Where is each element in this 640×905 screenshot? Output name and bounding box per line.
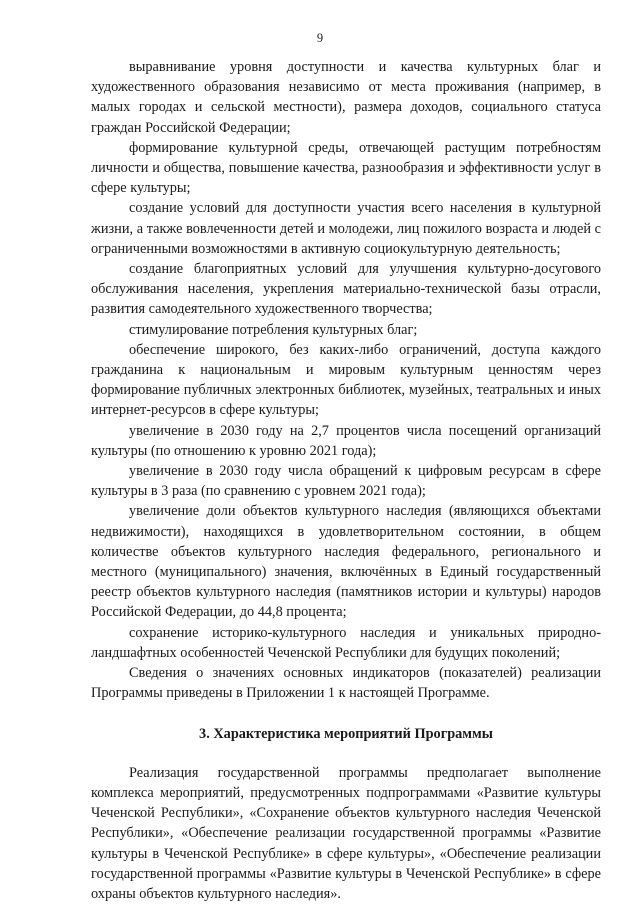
paragraph: увеличение в 2030 году числа обращений к цифровым ресурсам в сфере культуры в 3 раза (по сравнению с уровнем 2021 года); bbox=[91, 463, 601, 500]
paragraph: увеличение доли объектов культурного наследия (являющихся объектами недвижимости), находящихся в удовлетворительном состоянии, в общем количестве объектов культурного наследия федерального, регионального и местного (муниципального) значения, включённых в Единый государственный реестр объектов культурного наследия (памятников истории и культуры) народов Российской Федерации, до 44,8 процента; bbox=[91, 503, 601, 621]
paragraph: стимулирование потребления культурных благ; bbox=[129, 321, 418, 338]
section-heading: 3. Характеристика мероприятий Программы bbox=[199, 725, 493, 742]
paragraph: обеспечение широкого, без каких-либо ограничений, доступа каждого гражданина к национальным и мировым культурным ценностям через формирование публичных электронных библиотек, музейных, театральных и иных интернет-ресурсов в сфере культуры; bbox=[91, 341, 601, 419]
body-text bbox=[91, 57, 601, 904]
paragraph: создание условий для доступности участия всего населения в культурной жизни, а также вовлеченности детей и молодежи, лиц пожилого возраста и людей с ограниченными возможностями в активную социокультурную деятельность; bbox=[91, 200, 601, 257]
page-number: 9 bbox=[316, 31, 324, 45]
paragraph: Сведения о значениях основных индикаторов (показателей) реализации Программы приведены в Приложении 1 к настоящей Программе. bbox=[91, 665, 601, 702]
paragraph: Реализация государственной программы предполагает выполнение комплекса мероприятий, предусмотренных подпрограммами «Развитие культуры Чеченской Республики», «Сохранение объектов культурного наследия Чеченской Республики», «Обеспечение реализации государственной программы «Развитие культуры в Чеченской Республике» в сфере культуры», «Обеспечение реализации государственной программы «Развитие культуры в Чеченской Республике» в сфере охраны объектов культурного наследия». bbox=[91, 764, 601, 902]
paragraph: сохранение историко-культурного наследия и уникальных природно-ландшафтных особенностей Чеченской Республики для будущих поколений; bbox=[91, 624, 601, 661]
paragraph: увеличение в 2030 году на 2,7 процентов числа посещений организаций культуры (по отношению к уровню 2021 года); bbox=[91, 422, 601, 459]
paragraph: выравнивание уровня доступности и качества культурных благ и художественного образования независимо от места проживания (например, в малых городах и сельской местности), размера доходов, социального статуса граждан Российской Федерации; bbox=[91, 59, 601, 136]
paragraph: создание благоприятных условий для улучшения культурно-досугового обслуживания населения, укрепления материально-технической базы отрасли, развития самодеятельного художественного творчества; bbox=[91, 261, 601, 318]
paragraph: формирование культурной среды, отвечающей растущим потребностям личности и общества, повышение качества, разнообразия и эффективности услуг в сфере культуры; bbox=[91, 139, 601, 197]
